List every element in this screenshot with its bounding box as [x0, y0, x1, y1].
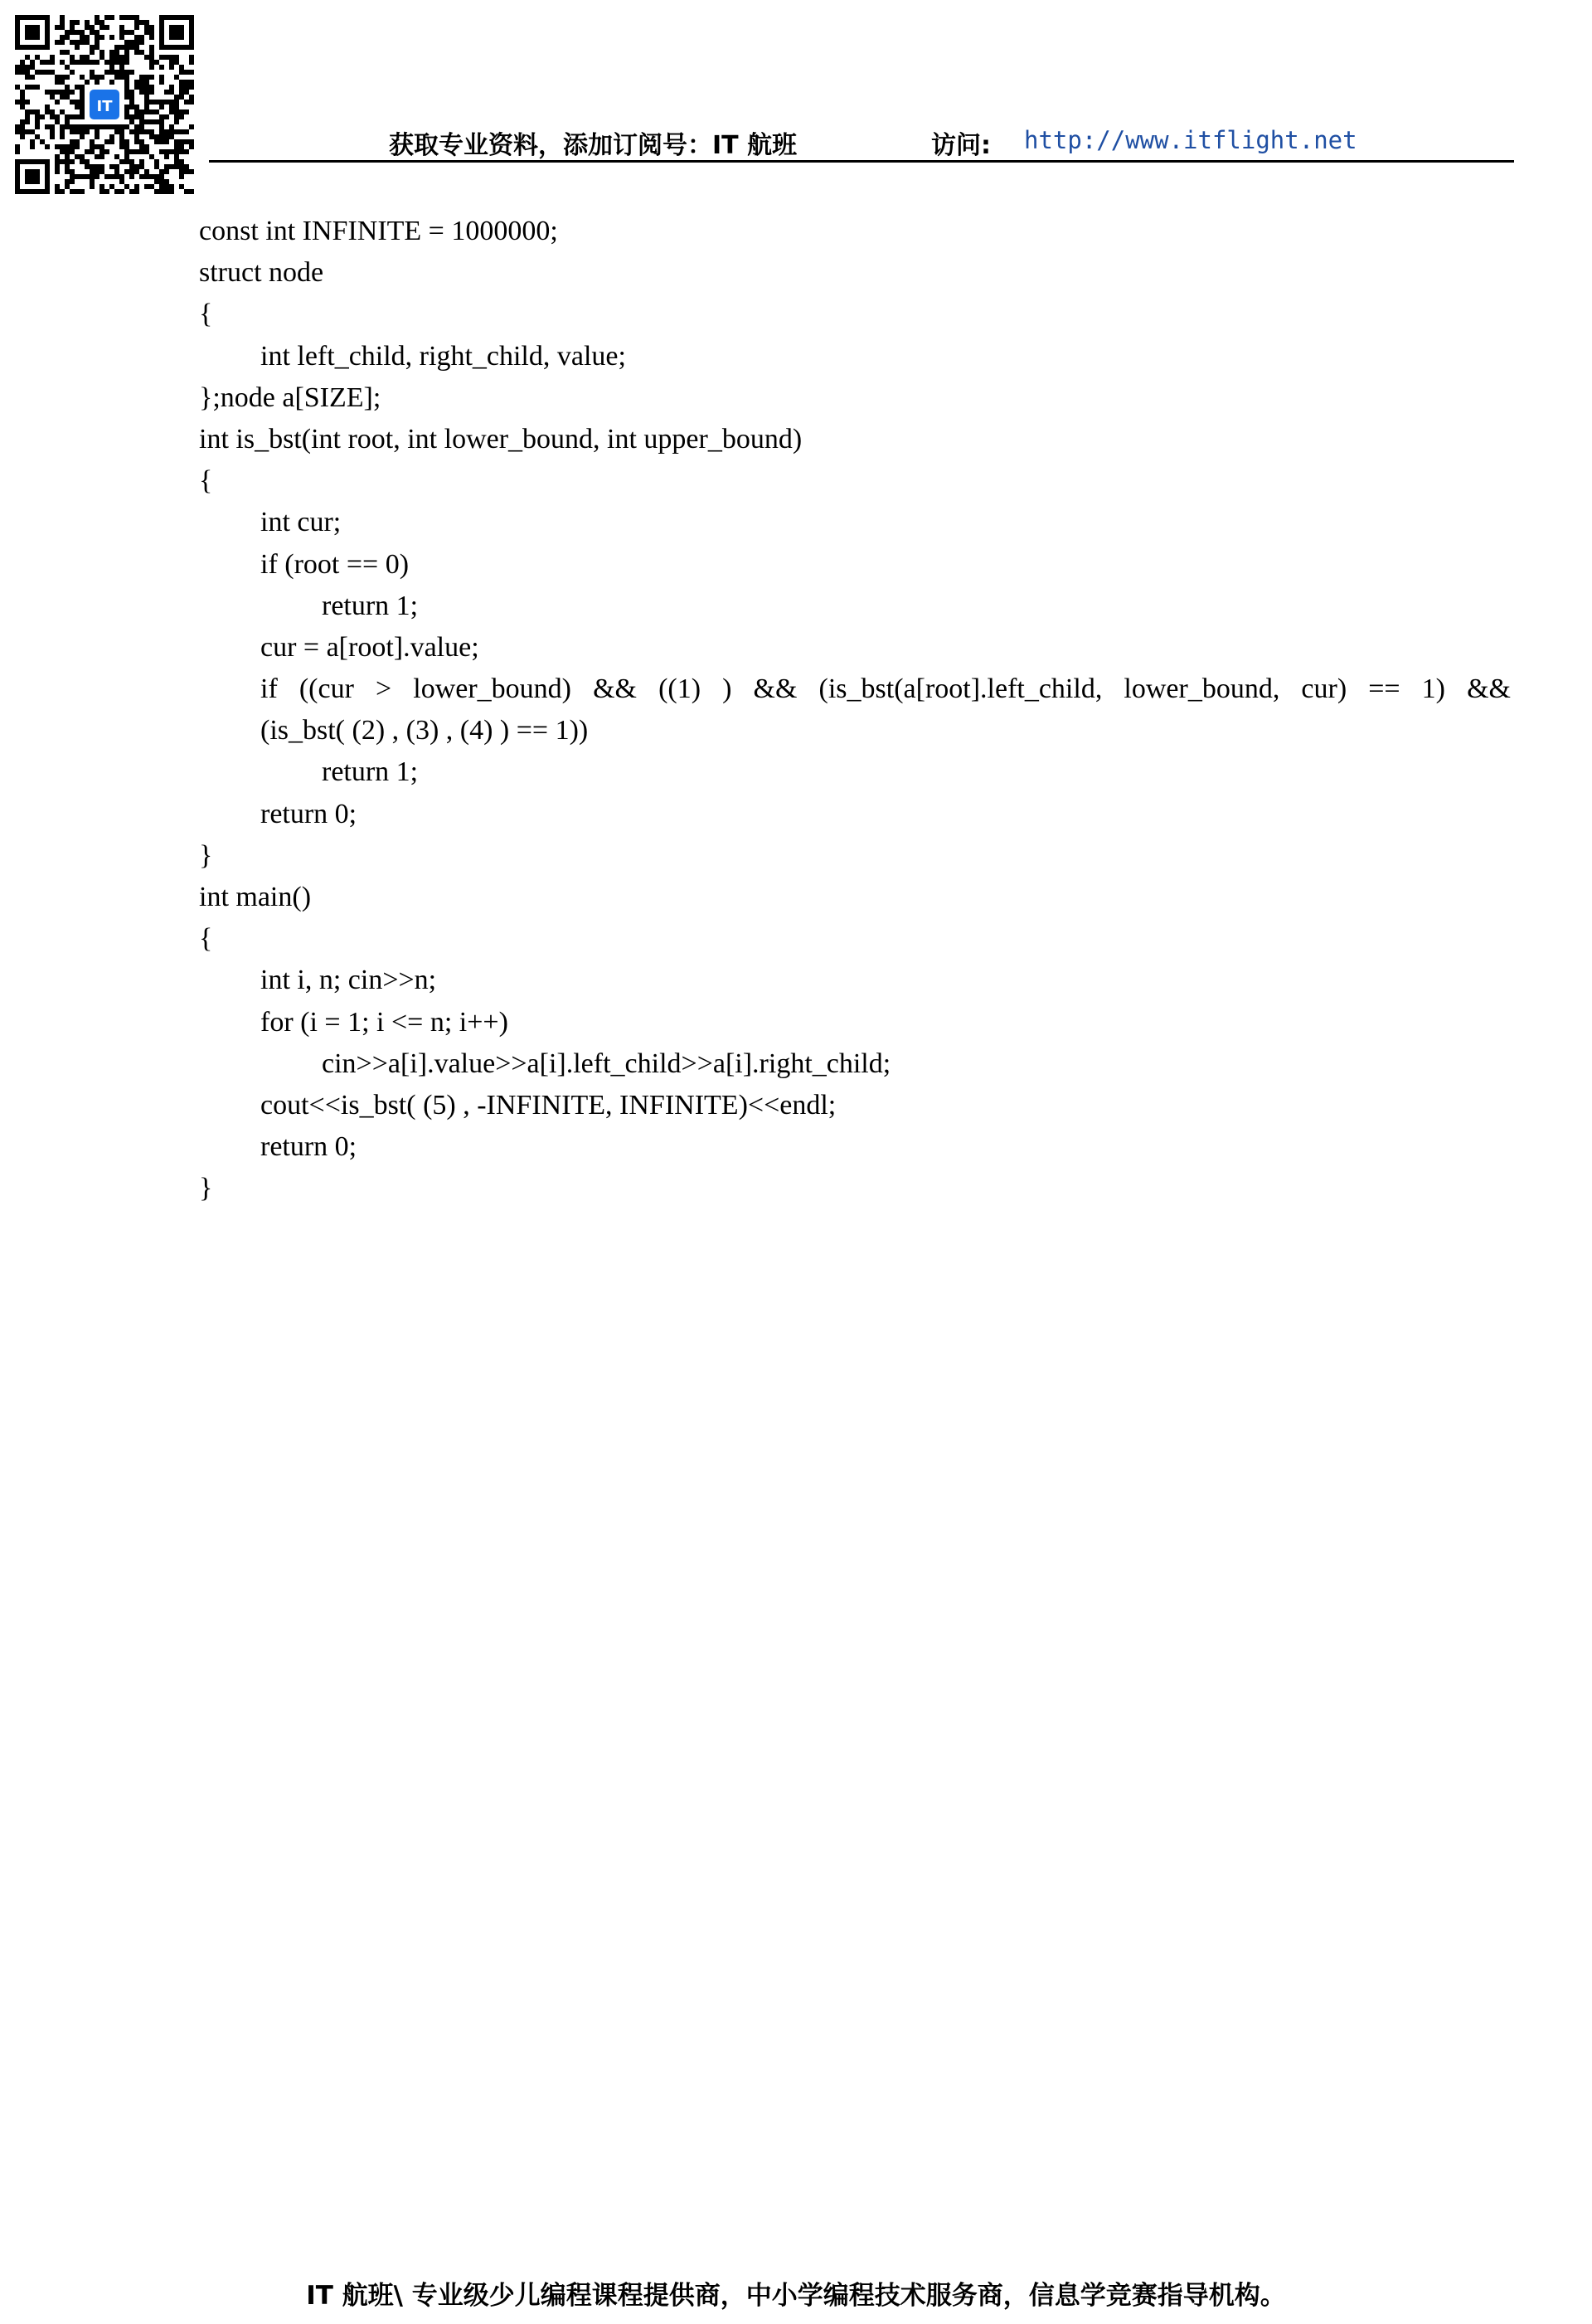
code-line: return 1; — [322, 756, 419, 788]
code-line: int i, n; cin>>n; — [260, 965, 437, 996]
code-line: { — [199, 299, 213, 330]
logo-badge-text: IT — [96, 98, 113, 115]
header-visit-label: 访问: — [931, 131, 991, 160]
code-line: int cur; — [260, 507, 342, 538]
code-line: int left_child, right_child, value; — [260, 340, 626, 372]
code-line: } — [199, 839, 213, 871]
code-line: } — [199, 1173, 213, 1204]
code-line — [199, 669, 1526, 710]
code-line: return 1; — [322, 590, 419, 621]
code-line: (is_bst( (2) , (3) , (4) ) == 1)) — [260, 715, 589, 746]
code-line: cin>>a[i].value>>a[i].left_child>>a[i].right_child; — [322, 1048, 891, 1079]
code-line: return 0; — [260, 798, 357, 829]
header-url-link[interactable]: http://www.itflight.net — [1024, 126, 1357, 154]
code-line: { — [199, 923, 213, 955]
code-line: { — [199, 465, 213, 497]
code-line: cout<<is_bst( (5) , -INFINITE, INFINITE)<<endl; — [260, 1089, 837, 1121]
header-subscription-text: 获取专业资料，添加订阅号：IT 航班 — [389, 131, 798, 160]
header-divider — [209, 160, 1514, 163]
qr-code-icon — [15, 15, 194, 194]
code-block — [199, 211, 1526, 1210]
footer-tagline: IT 航班\ 专业级少儿编程课程提供商，中小学编程技术服务商，信息学竞赛指导机构。 — [306, 2281, 1286, 2311]
code-line: };node a[SIZE]; — [199, 382, 381, 413]
code-line: for (i = 1; i <= n; i++) — [260, 1006, 508, 1038]
code-line-text: if ((cur > lower_bound) && ((1) ) && (is_bst(a[root].left_child, lower_bound, cur) == 1) && — [260, 673, 1511, 705]
code-line: return 0; — [260, 1131, 357, 1163]
code-line: int is_bst(int root, int lower_bound, int upper_bound) — [199, 423, 803, 455]
code-line: cur = a[root].value; — [260, 631, 479, 663]
code-line: if (root == 0) — [260, 548, 410, 580]
code-line: const int INFINITE = 1000000; — [199, 216, 558, 246]
code-line: struct node — [199, 257, 324, 289]
code-line: int main() — [199, 882, 312, 912]
